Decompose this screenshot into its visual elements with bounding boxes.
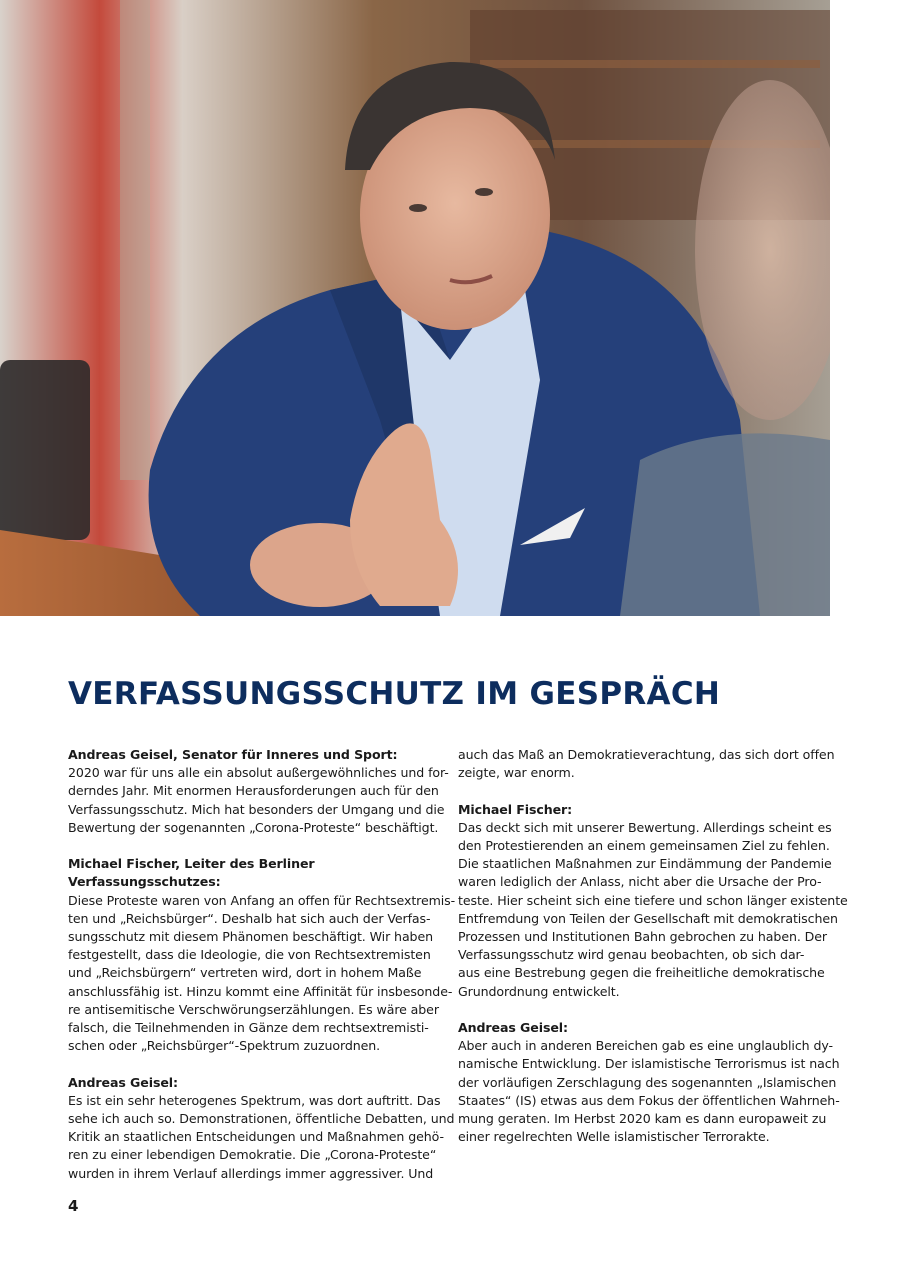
text-line: Kritik an staatlichen Entscheidungen und Maßnahmen gehö- xyxy=(68,1129,444,1145)
text-column-left xyxy=(68,746,456,1201)
text-line: schen oder „Reichsbürger“-Spektrum zuzuordnen. xyxy=(68,1038,381,1054)
interview-paragraph xyxy=(68,746,449,837)
text-line: aus eine Bestrebung gegen die freiheitliche demokratische xyxy=(458,965,825,981)
text-line: wurden in ihrem Verlauf allerdings immer aggressiver. Und xyxy=(68,1165,434,1181)
interview-photo xyxy=(0,0,830,616)
text-line: anschlussfähig ist. Hinzu kommt eine Affinität für insbesonde- xyxy=(68,983,453,999)
text-line: mung geraten. Im Herbst 2020 kam es dann europaweit zu xyxy=(458,1111,827,1127)
text-line: auch das Maß an Demokratieverachtung, das sich dort offen xyxy=(458,747,835,762)
text-line: Diese Proteste waren von Anfang an offen für Rechtsextremis- xyxy=(68,892,456,908)
interview-paragraph xyxy=(458,801,848,1001)
text-line: Prozessen und Institutionen Bahn gebrochen zu haben. Der xyxy=(458,929,827,945)
text-line: ten und „Reichsbürger“. Deshalb hat sich auch der Verfas- xyxy=(68,910,431,926)
text-line: falsch, die Teilnehmenden in Gänze dem rechtsextremisti- xyxy=(68,1020,429,1036)
text-line: Es ist ein sehr heterogenes Spektrum, was dort auftritt. Das xyxy=(68,1092,441,1108)
page-number: 4 xyxy=(68,1197,79,1215)
text-line: Die staatlichen Maßnahmen zur Eindämmung der Pandemie xyxy=(458,856,832,872)
text-line: derndes Jahr. Mit enormen Herausforderungen auch für den xyxy=(68,783,439,799)
text-line: Aber auch in anderen Bereichen gab es eine unglaublich dy- xyxy=(458,1038,833,1054)
text-line: sungsschutz mit diesem Phänomen beschäftigt. Wir haben xyxy=(68,929,433,945)
text-line: und „Reichsbürgern“ vertreten wird, dort in hohem Maße xyxy=(68,965,422,981)
text-line: zeigte, war enorm. xyxy=(458,765,575,781)
speaker-label: Andreas Geisel: xyxy=(68,1074,178,1090)
interview-paragraph xyxy=(68,855,456,1055)
text-line: Grundordnung entwickelt. xyxy=(458,983,620,999)
text-line: 2020 war für uns alle ein absolut außergewöhnliches und for- xyxy=(68,765,449,781)
text-line: namische Entwicklung. Der islamistische Terrorismus ist nach xyxy=(458,1056,840,1072)
text-line: Bewertung der sogenannten „Corona-Proteste“ beschäftigt. xyxy=(68,819,439,835)
text-line: einer regelrechten Welle islamistischer Terrorakte. xyxy=(458,1129,770,1145)
interview-paragraph xyxy=(458,746,836,782)
speaker-label: Andreas Geisel, Senator für Inneres und Sport: xyxy=(68,747,398,762)
text-line: Das deckt sich mit unserer Bewertung. Allerdings scheint es xyxy=(458,819,832,835)
text-line: der vorläufigen Zerschlagung des sogenannten „Islamischen xyxy=(458,1074,837,1090)
interview-paragraph xyxy=(68,1074,455,1183)
speaker-label: Michael Fischer, Leiter des Berliner Verfassungsschutzes: xyxy=(68,856,315,890)
speaker-label: Michael Fischer: xyxy=(458,801,573,817)
text-line: den Protestierenden an einem gemeinsamen Ziel zu fehlen. xyxy=(458,838,830,853)
text-line: re antisemitische Verschwörungserzählungen. Es wäre aber xyxy=(68,1001,439,1017)
text-line: ren zu einer lebendigen Demokratie. Die „Corona-Proteste“ xyxy=(68,1147,437,1163)
text-column-right xyxy=(458,746,848,1165)
text-line: waren lediglich der Anlass, nicht aber die Ursache der Pro- xyxy=(458,874,822,890)
text-line: festgestellt, dass die Ideologie, die von Rechtsextremisten xyxy=(68,947,431,963)
text-line: Verfassungsschutz. Mich hat besonders der Umgang und die xyxy=(68,801,445,817)
text-line: Verfassungsschutz wird genau beobachten, ob sich dar- xyxy=(458,947,805,963)
text-line: Entfremdung von Teilen der Gesellschaft mit demokratischen xyxy=(458,910,838,926)
speaker-label: Andreas Geisel: xyxy=(458,1020,568,1036)
text-line: Staates“ (IS) etwas aus dem Fokus der öffentlichen Wahrneh- xyxy=(458,1092,840,1108)
interview-paragraph xyxy=(458,1019,840,1146)
page-title: VERFASSUNGSSCHUTZ IM GESPRÄCH xyxy=(68,676,721,712)
text-line: teste. Hier scheint sich eine tiefere und schon länger existente xyxy=(458,892,848,908)
text-line: sehe ich auch so. Demonstrationen, öffentliche Debatten, und xyxy=(68,1111,455,1127)
